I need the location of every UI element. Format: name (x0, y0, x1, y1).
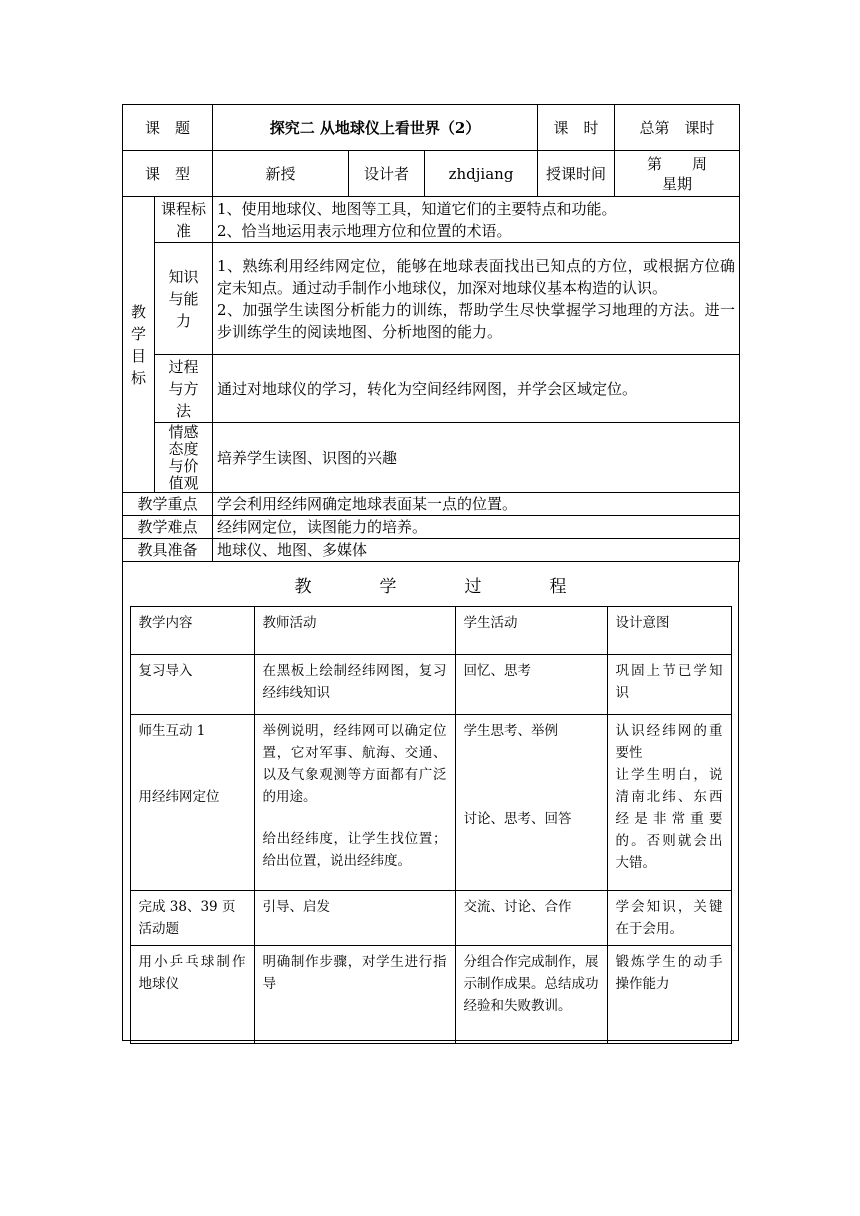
goal-line: 1、使用地球仪、地图等工具，知道它们的主要特点和功能。 (217, 199, 617, 218)
designer-value: zhdjiang (425, 151, 538, 197)
col-header-content: 教学内容 (130, 607, 254, 655)
process-heading-char: 学 (379, 577, 397, 597)
row-student: 交流、讨论、合作 (455, 891, 607, 946)
row-teacher-line: 举例说明，经纬网可以确定位置，它对军事、航海、交通、以及气象观测等方面都有广泛的用途。 (262, 723, 447, 805)
row-teacher: 明确制作步骤，对学生进行指导 (254, 946, 455, 1044)
row-intent-line: 认识经纬网的重要性 (615, 723, 723, 761)
goal-text-attitude: 培养学生读图、识图的兴趣 (213, 423, 740, 493)
type-value: 新授 (213, 151, 349, 197)
key-point-value: 学会利用经纬网确定地球表面某一点的位置。 (213, 493, 740, 516)
row-intent: 锻炼学生的动手操作能力 (607, 946, 731, 1044)
row-content: 复习导入 (130, 655, 254, 715)
tools-label: 教具准备 (123, 539, 213, 562)
col-header-teacher: 教师活动 (254, 607, 455, 655)
col-header-student: 学生活动 (455, 607, 607, 655)
table-row (130, 715, 731, 891)
lesson-info-table (122, 104, 740, 562)
topic-label: 课 题 (123, 105, 213, 151)
goal-line: 2、加强学生读图分析能力的训练，帮助学生尽快掌握学习地理的方法。进一步训练学生的阅读地图、分析地图的能力。 (217, 300, 736, 341)
lesson-plan-sheet (122, 104, 739, 1041)
period-value: 总第 课时 (615, 105, 740, 151)
designer-label: 设计者 (349, 151, 425, 197)
row-content (130, 715, 254, 891)
time-weekday: 星期 (662, 174, 693, 193)
process-table (130, 606, 732, 1044)
goal-label-standard: 课程标准 (155, 197, 213, 243)
table-row (130, 946, 731, 1044)
process-section (122, 562, 739, 1041)
row-student: 回忆、思考 (455, 655, 607, 715)
time-value (615, 151, 740, 197)
col-header-intent: 设计意图 (607, 607, 731, 655)
row-content-line: 用经纬网定位 (138, 789, 220, 805)
process-heading-char: 教 (294, 577, 312, 597)
row-student-line: 学生思考、举例 (463, 723, 558, 739)
key-point-label: 教学重点 (123, 493, 213, 516)
row-teacher: 在黑板上绘制经纬网图，复习经纬线知识 (254, 655, 455, 715)
difficulty-value: 经纬网定位，读图能力的培养。 (213, 516, 740, 539)
process-heading-char: 程 (549, 577, 567, 597)
goals-group-label: 教学目标 (123, 197, 155, 493)
tools-value: 地球仪、地图、多媒体 (213, 539, 740, 562)
row-intent (607, 715, 731, 891)
row-intent-line: 让学生明白，说清南北纬、东西经是非常重要的。否则就会出大错。 (615, 767, 723, 871)
process-heading-char: 过 (464, 577, 482, 597)
period-label: 课 时 (538, 105, 615, 151)
table-row (130, 655, 731, 715)
topic-value: 探究二 从地球仪上看世界（2） (213, 105, 538, 151)
goal-label-attitude: 情感态度与价值观 (155, 423, 213, 493)
row-intent: 学会知识，关键在于会用。 (607, 891, 731, 946)
time-week: 第 周 (647, 154, 708, 173)
row-intent: 巩固上节已学知识 (607, 655, 731, 715)
process-heading (123, 562, 738, 598)
difficulty-label: 教学难点 (123, 516, 213, 539)
goal-line: 2、恰当地运用表示地理方位和位置的术语。 (217, 221, 512, 240)
goal-line: 1、熟练利用经纬网定位，能够在地球表面找出已知点的方位，或根据方位确定未知点。通过动手制作小地球仪，加深对地球仪基本构造的认识。 (217, 256, 736, 297)
goal-text-standard (213, 197, 740, 243)
goal-label-knowledge: 知识与能力 (155, 243, 213, 355)
row-teacher (254, 715, 455, 891)
goal-text-knowledge (213, 243, 740, 355)
row-student-line: 讨论、思考、回答 (463, 811, 572, 827)
row-content-line: 师生互动 1 (138, 723, 206, 739)
row-teacher: 引导、启发 (254, 891, 455, 946)
row-teacher-line: 给出经纬度，让学生找位置；给出位置，说出经纬度。 (262, 831, 447, 869)
time-label: 授课时间 (538, 151, 615, 197)
row-content: 用小乒乓球制作地球仪 (130, 946, 254, 1044)
row-student (455, 715, 607, 891)
row-student: 分组合作完成制作，展示制作成果。总结成功经验和失败教训。 (455, 946, 607, 1044)
goal-text-process: 通过对地球仪的学习，转化为空间经纬网图，并学会区域定位。 (213, 355, 740, 423)
type-label: 课 型 (123, 151, 213, 197)
goal-label-process: 过程与方法 (155, 355, 213, 423)
row-content: 完成 38、39 页活动题 (130, 891, 254, 946)
table-row (130, 891, 731, 946)
